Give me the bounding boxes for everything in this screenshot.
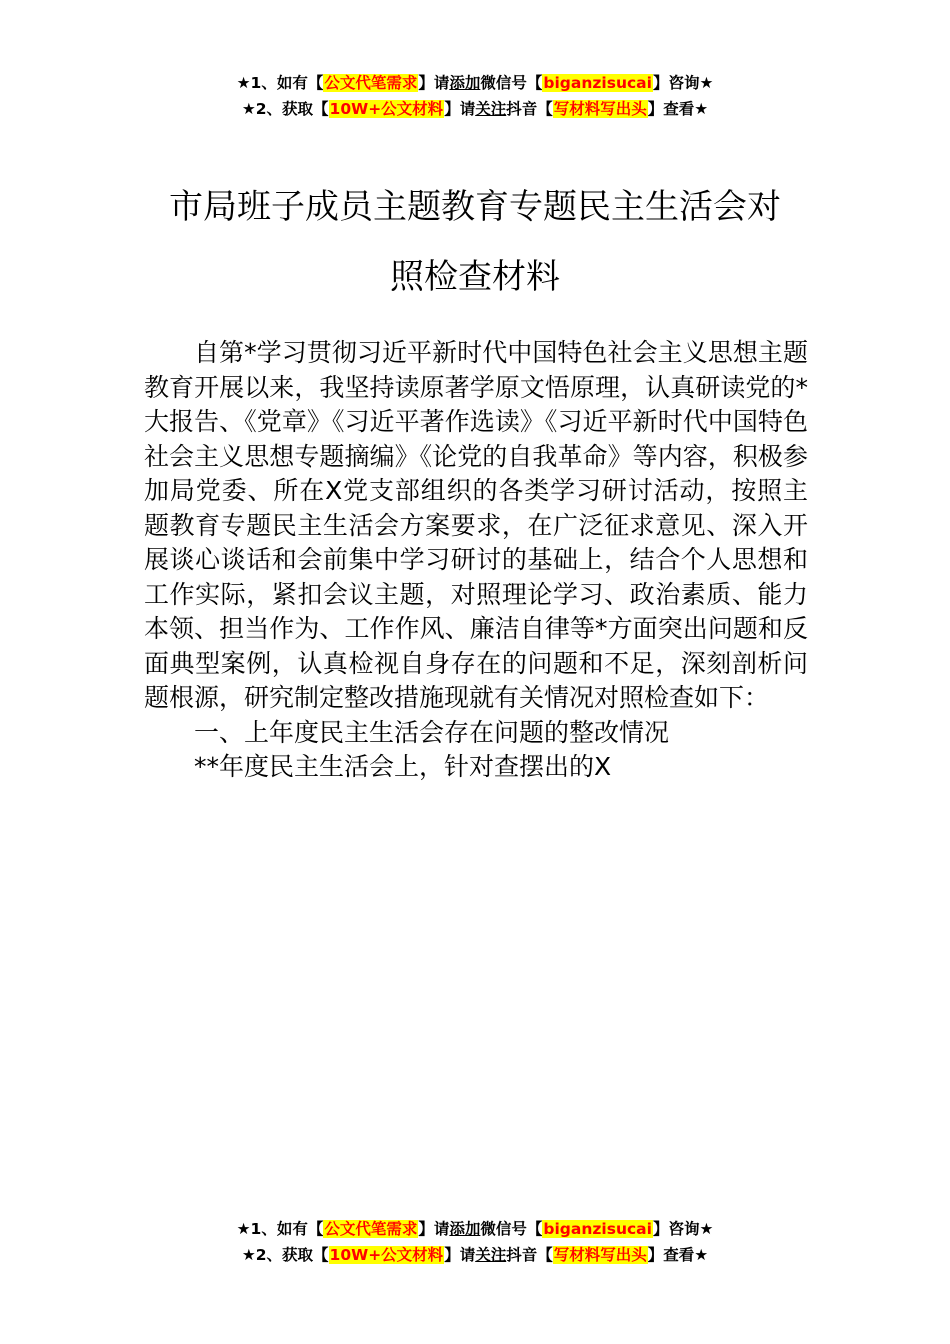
- title-line-2: 照检查材料: [390, 257, 560, 297]
- promo-highlight-service: 公文代笔需求: [324, 74, 418, 92]
- footer-promo-banner: [0, 1216, 950, 1268]
- promo-line-1: ★1、如有【公文代笔需求】请添加微信号【biganzisucai】咨询★: [236, 1220, 714, 1238]
- promo-highlight-douyin: 写材料写出头: [553, 100, 647, 118]
- promo-highlight-wechat-id: biganzisucai: [543, 1220, 652, 1238]
- body-paragraph-2: **年度民主生活会上，针对查摆出的X: [194, 752, 612, 781]
- document-body: [144, 336, 808, 785]
- promo-highlight-douyin: 写材料写出头: [553, 1246, 647, 1264]
- promo-line-1: ★1、如有【公文代笔需求】请添加微信号【biganzisucai】咨询★: [236, 74, 714, 92]
- promo-highlight-service: 公文代笔需求: [324, 1220, 418, 1238]
- title-line-1: 市局班子成员主题教育专题民主生活会对: [169, 187, 781, 227]
- document-title: [0, 172, 950, 312]
- body-paragraph-intro: 自第*学习贯彻习近平新时代中国特色社会主义思想主题教育开展以来，我坚持读原著学原文悟原理，认真研读党的*大报告、《党章》《习近平著作选读》《习近平新时代中国特色社会主义思想专题摘编》《论党的自我革命》等内容，积极参加局党委、所在X党支部组织的各类学习研讨活动，按照主题教育专题民主生活会方案要求，在广泛征求意见、深入开展谈心谈话和会前集中学习研讨的基础上，结合个人思想和工作实际，紧扣会议主题，对照理论学习、政治素质、能力本领、担当作为、工作作风、廉洁自律等*方面突出问题和反面典型案例，认真检视自身存在的问题和不足，深刻剖析问题根源，研究制定整改措施现就有关情况对照检查如下：: [144, 338, 808, 712]
- promo-highlight-materials: 10W+公文材料: [329, 100, 444, 118]
- promo-highlight-wechat-id: biganzisucai: [543, 74, 652, 92]
- promo-line-2: ★2、获取【10W+公文材料】请关注抖音【写材料写出头】查看★: [241, 100, 709, 118]
- promo-highlight-materials: 10W+公文材料: [329, 1246, 444, 1264]
- promo-line-2: ★2、获取【10W+公文材料】请关注抖音【写材料写出头】查看★: [241, 1246, 709, 1264]
- header-promo-banner: [0, 70, 950, 122]
- section-heading-1: 一、上年度民主生活会存在问题的整改情况: [194, 717, 670, 747]
